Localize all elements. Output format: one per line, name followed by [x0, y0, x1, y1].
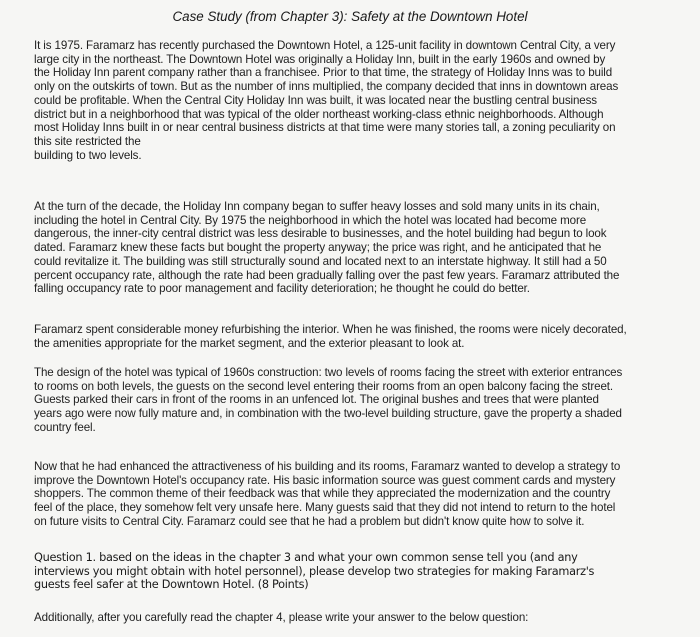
paragraph-refurbish	[34, 323, 682, 350]
text-line: building to two levels.	[34, 148, 142, 162]
text-line: It is 1975. Faramarz has recently purchased the Downtown Hotel, a 125-unit facility in downtown Central City, a very	[34, 39, 616, 52]
text-line: to rooms on both levels, the guests on the second level entering their rooms from an open balcony facing the street.	[34, 379, 613, 393]
paragraph-decline	[34, 200, 682, 296]
text-line: district but in a neighborhood that was typical of the older northeast working-class ethnic neighborhoods. Although	[34, 107, 604, 121]
text-line: improve the Downtown Hotel's occupancy rate. His basic information source was guest comment cards and mystery	[34, 473, 616, 487]
text-line: could be profitable. When the Central City Holiday Inn was built, it was located near the bustling central business	[34, 93, 597, 107]
paragraph-intro	[34, 39, 682, 162]
text-line: most Holiday Inns built in or near central business districts at that time were many stories tall, a zoning peculiarity on	[34, 121, 616, 135]
text-line: percent occupancy rate, although the rate had been gradually falling over the past few years. Faramarz attributed the	[34, 268, 620, 282]
text-line: feel of the place, they somehow felt very unsafe here. Many guests said that they did not intend to return to the hotel	[34, 501, 616, 515]
text-line: large city in the northeast. The Downtown Hotel was originally a Holiday Inn, built in the early 1960s and owned by	[34, 52, 606, 66]
text-line: falling occupancy rate to poor management and facility deterioration; he thought he could do better.	[34, 282, 530, 296]
text-line: could revitalize it. The building was still structurally sound and located next to an interstate highway. It still had a 50	[34, 254, 607, 268]
text-line: Faramarz spent considerable money refurbishing the interior. When he was finished, the rooms were nicely decorated,	[34, 323, 627, 336]
text-line: on future visits to Central City. Faramarz could see that he had a problem but didn't know quite how to solve it.	[34, 514, 585, 528]
paragraph-feedback	[34, 460, 682, 529]
text-line: Additionally, after you carefully read the chapter 4, please write your answer to the below question:	[34, 611, 529, 624]
text-line: this site restricted the	[34, 134, 141, 148]
text-line: The design of the hotel was typical of 1960s construction: two levels of rooms facing the street with exterior entrances	[34, 366, 623, 379]
question-1	[34, 551, 682, 592]
text-line: years ago were now fully mature and, in combination with the two-level building structure, gave the property a shaded	[34, 407, 622, 421]
text-line: Question 1. based on the ideas in the chapter 3 and what your own common sense tell you (and any	[34, 551, 578, 564]
text-line: only on the outskirts of town. But as the number of inns multiplied, the company decided that inns in downtown areas	[34, 80, 619, 94]
text-line: guests feel safer at the Downtown Hotel. (8 Points)	[34, 578, 309, 592]
case-study-title: Case Study (from Chapter 3): Safety at the Downtown Hotel	[172, 9, 528, 24]
text-line: country feel.	[34, 420, 96, 434]
additional-instruction	[34, 611, 682, 625]
text-line: including the hotel in Central City. By 1975 the neighborhood in which the hotel was located had become more	[34, 213, 587, 227]
text-line: the Holiday Inn parent company rather than a franchisee. Prior to that time, the strategy of Holiday Inns was to build	[34, 66, 613, 80]
text-line: dangerous, the inner-city central district was less desirable to businesses, and the hotel building had begun to look	[34, 227, 607, 241]
text-line: shoppers. The common theme of their feedback was that while they appreciated the modernization and the country	[34, 487, 611, 501]
text-line: the amenities appropriate for the market segment, and the exterior pleasant to look at.	[34, 336, 465, 350]
paragraph-design	[34, 366, 682, 435]
text-line: interviews you might obtain with hotel personnel), please develop two strategies for making Faramarz's	[34, 564, 595, 578]
text-line: At the turn of the decade, the Holiday Inn company began to suffer heavy losses and sold many units in its chain,	[34, 200, 600, 213]
text-line: Guests parked their cars in front of the rooms in an unfenced lot. The original bushes and trees that were planted	[34, 393, 599, 407]
text-line: dated. Faramarz knew these facts but bought the property anyway; the price was right, and he anticipated that he	[34, 241, 602, 255]
text-line: Now that he had enhanced the attractiveness of his building and its rooms, Faramarz wanted to develop a strategy to	[34, 460, 621, 473]
